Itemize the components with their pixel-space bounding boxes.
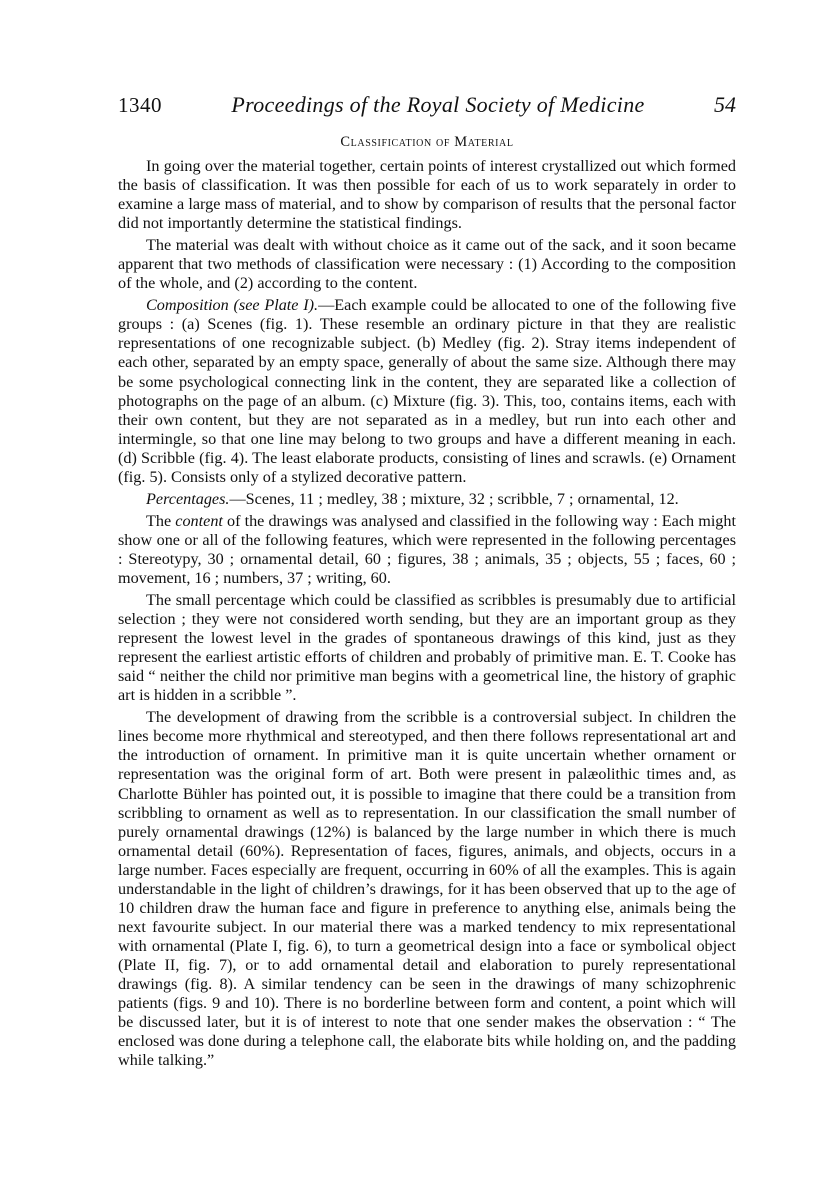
paragraph — [118, 512, 736, 588]
article-body — [118, 157, 736, 1070]
paragraph-lead: Percentages. — [146, 489, 230, 508]
paragraph: In going over the material together, certain points of interest crystallized out which formed the basis of classification. It was then possible for each of us to work separately in order to examine a large mass of material, and to show by comparison of results that the personal factor did not importantly determine the statistical findings. — [118, 157, 736, 233]
paragraph: The development of drawing from the scribble is a controversial subject. In children the lines become more rhythmical and stereotyped, and then there follows representational art and the introduction of ornament. In primitive man it is quite uncertain whether ornament or representation was the original form of art. Both were present in palæolithic times and, as Charlotte Bühler has pointed out, it is possible to imagine that there could be a transition from scribbling to ornament as well as to representation. In our classification the small number of purely ornamental drawings (12%) is balanced by the large number in which there is much ornamental detail (60%). Representation of faces, figures, animals, and objects, occurs in a large number. Faces especially are frequent, occurring in 60% of all the examples. This is again understandable in the light of children’s drawings, for it has been observed that up to the age of 10 children draw the human face and figure in preference to anything else, animals being the next favourite subject. In our material there was a marked tendency to mix representational with ornamental (Plate I, fig. 6), to turn a geometrical design into a face or symbolical object (Plate II, fig. 7), or to add ornamental detail and elaboration to purely representational drawings (fig. 8). A similar tendency can be seen in the drawings of many schizophrenic patients (figs. 9 and 10). There is no borderline between form and content, a point which will be discussed later, but it is of interest to note that one sender makes the observation : “ The enclosed was done during a telephone call, the elaborate bits while holding on, and the padding while talking.” — [118, 708, 736, 1070]
paragraph-text: —Scenes, 11 ; medley, 38 ; mixture, 32 ; scribble, 7 ; ornamental, 12. — [229, 489, 679, 508]
journal-title: Proceedings of the Royal Society of Medicine — [231, 92, 645, 117]
paragraph: The material was dealt with without choice as it came out of the sack, and it soon became apparent that two methods of classification were necessary : (1) According to the composition of the whole, and (2) according to the content. — [118, 236, 736, 293]
paragraph-text: The — [146, 511, 176, 530]
paragraph-text: —Each example could be allocated to one of the following five groups : (a) Scenes (fig. 1). These resemble an ordinary picture in that they are realistic representations of one recognizable subject. (b) Medley (fig. 2). Stray items independent of each other, separated by an empty space, generally of about the same size. Although there may be some psychological connecting link in the content, they are separated like a collection of photographs on the page of an album. (c) Mixture (fig. 3). This, too, contains items, each with their own content, but they are not separated as in a medley, but run into each other and intermingle, so that one line may belong to two groups and have a different meaning in each. (d) Scribble (fig. 4). The least elaborate products, consisting of lines and scrawls. (e) Ornament (fig. 5). Consists only of a stylized decorative pattern. — [118, 296, 737, 486]
paragraph-text: of the drawings was analysed and classified in the following way : Each might show one or all of the following features, which were represented in the following percentages : Stereotypy, 30 ; ornamental detail, 60 ; figures, 38 ; animals, 35 ; objects, 55 ; faces, 60 ; movement, 16 ; numbers, 37 ; writing, 60. — [118, 511, 736, 587]
paragraph — [118, 490, 736, 509]
page-number: 1340 — [118, 93, 162, 117]
page-content — [118, 92, 736, 1070]
paragraph: The small percentage which could be classified as scribbles is presumably due to artificial selection ; they were not considered worth sending, but they are an important group as they represent the lowest level in the grades of spontaneous drawings of this kind, just as they represent the earliest artistic efforts of children and probably of primitive man. E. T. Cooke has said “ neither the child nor primitive man begins with a geometrical line, the history of graphic art is hidden in a scribble ”. — [118, 591, 736, 705]
paragraph — [118, 296, 736, 486]
section-heading: Classification of Material — [340, 134, 514, 150]
running-header — [118, 92, 736, 124]
volume-number: 54 — [713, 92, 736, 117]
paragraph-lead: Composition (see Plate I). — [146, 296, 319, 315]
paragraph-emphasis: content — [175, 511, 223, 530]
